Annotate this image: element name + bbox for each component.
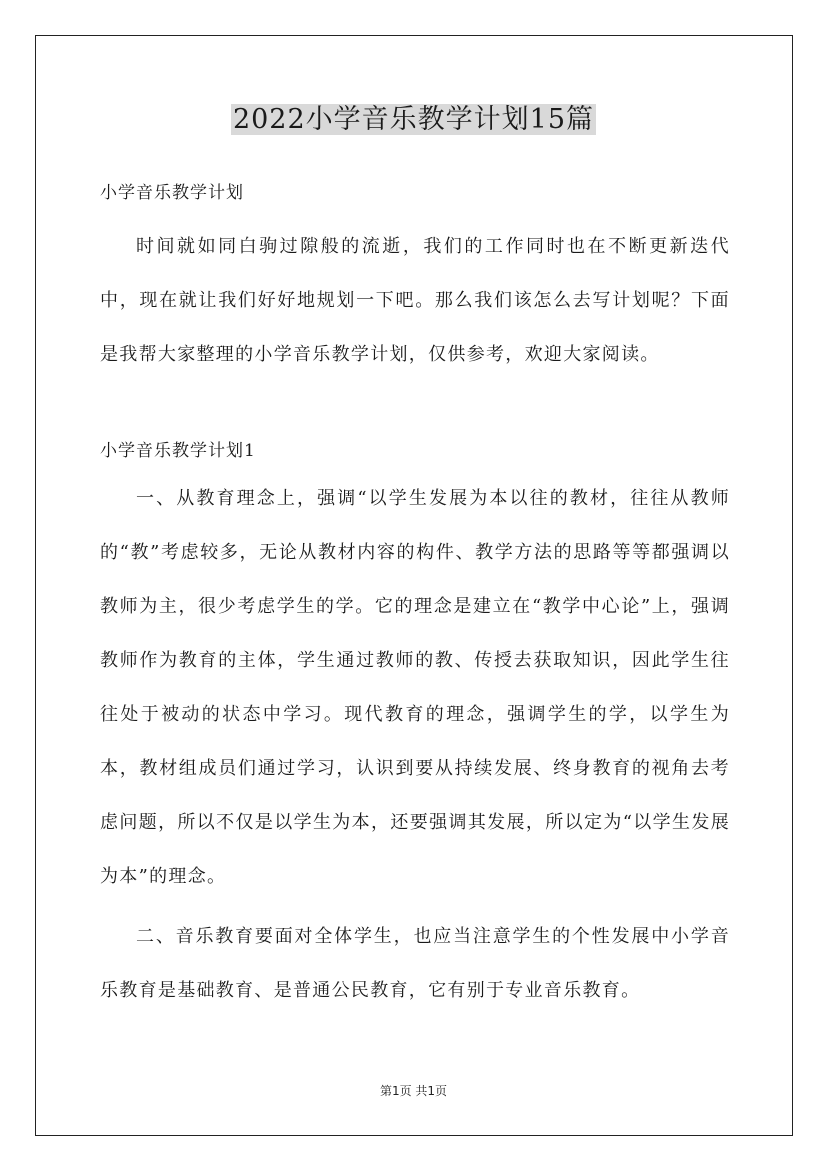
- intro-paragraph: 时间就如同白驹过隙般的流逝，我们的工作同时也在不断更新迭代中，现在就让我们好好地规划一下吧。那么我们该怎么去写计划呢？下面是我帮大家整理的小学音乐教学计划，仅供参考，欢迎大家阅读。: [100, 236, 730, 365]
- spacer: [100, 382, 730, 430]
- page-footer: 第1页 共1页: [379, 1084, 448, 1098]
- plan1-paragraph-2: 二、音乐教育要面对全体学生，也应当注意学生的个性发展中小学音乐教育是基础教育、是普通公民教育，它有别于专业音乐教育。: [100, 926, 730, 1001]
- document-title: 2022小学音乐教学计划15篇: [232, 104, 595, 135]
- document-title-wrap: [0, 100, 827, 140]
- document-body: [100, 172, 730, 1018]
- plan1-heading: 小学音乐教学计划1: [100, 441, 256, 461]
- plan1-paragraph-1: 一、从教育理念上，强调“以学生发展为本以往的教材，往往从教师的“教”考虑较多，无论从教材内容的构件、教学方法的思路等等都强调以教师为主，很少考虑学生的学。它的理念是建立在“教学中心论”上，强调教师作为教育的主体，学生通过教师的教、传授去获取知识，因此学生往往处于被动的状态中学习。现代教育的理念，强调学生的学，以学生为本，教材组成员们通过学习，认识到要从持续发展、终身教育的视角去考虑问题，所以不仅是以学生为本，还要强调其发展，所以定为“以学生发展为本”的理念。: [100, 488, 730, 887]
- section-heading: 小学音乐教学计划: [100, 183, 244, 203]
